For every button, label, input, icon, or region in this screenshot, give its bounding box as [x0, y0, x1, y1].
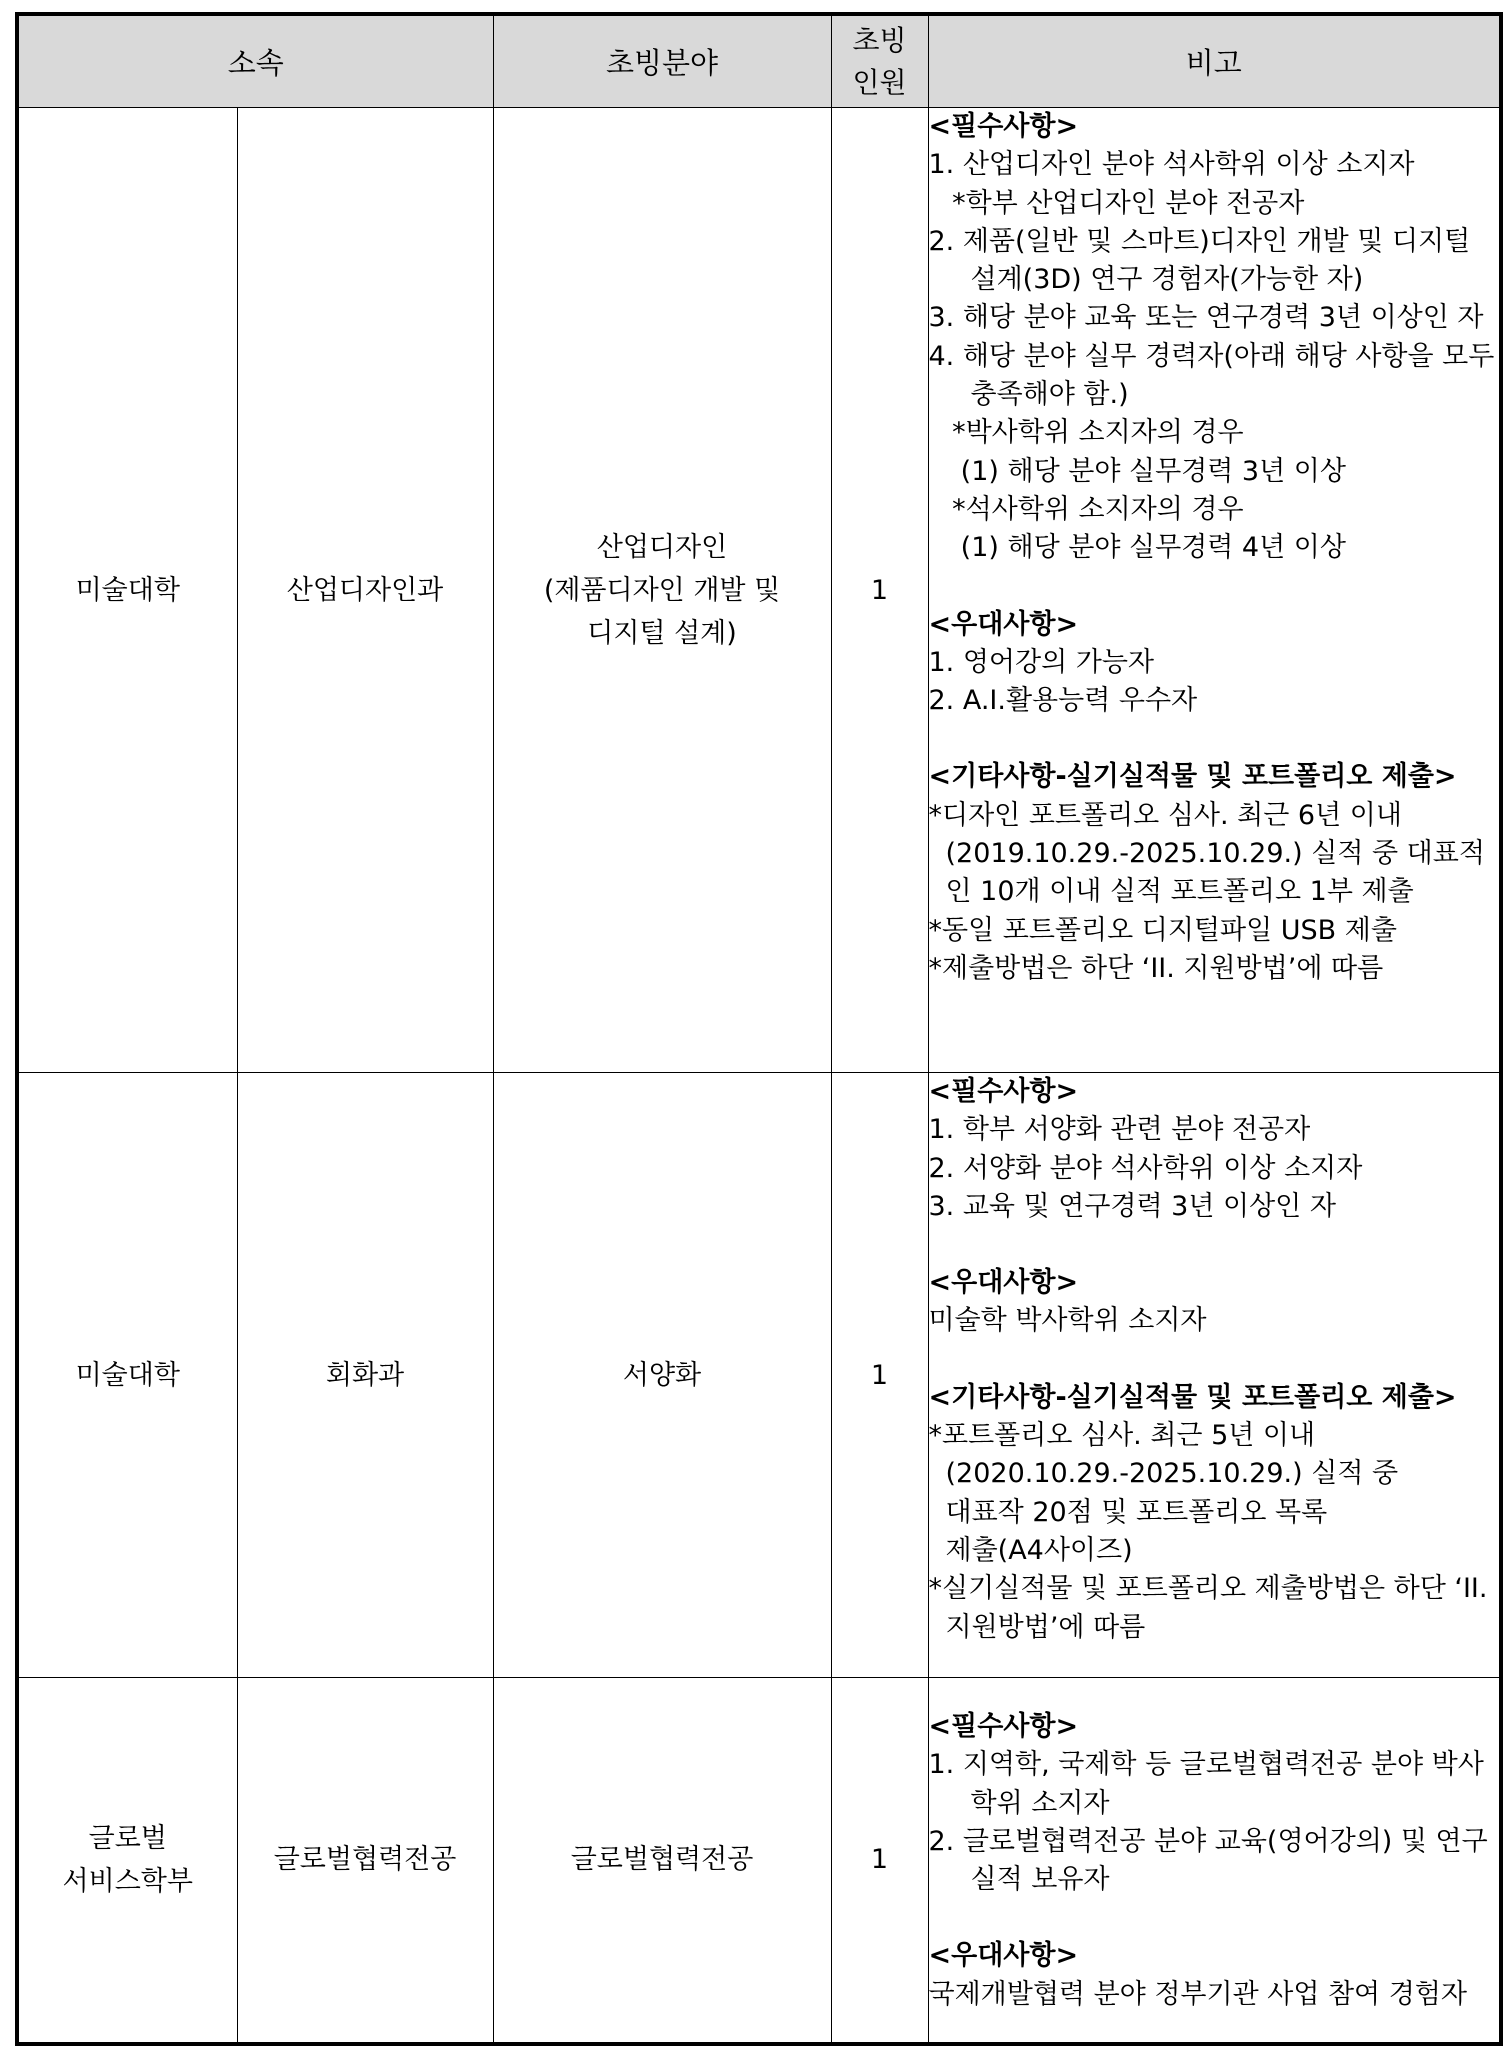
field-text: 산업디자인 (제품디자인 개발 및 디지털 설계) [543, 531, 781, 649]
header-count-line1: 초빙 [852, 23, 907, 57]
required-section [929, 1708, 1500, 1899]
department-text: 회화과 [325, 1359, 405, 1391]
header-field: 초빙분야 [493, 14, 831, 108]
list-item: *제출방법은 하단 ‘II. 지원방법’에 따름 [928, 952, 1384, 984]
list-item: 1. 영어강의 가능자 [928, 646, 1154, 678]
list-item: 3. 교육 및 연구경력 3년 이상인 자 [928, 1190, 1336, 1222]
section-title: <필수사항> [928, 1711, 1079, 1742]
preferred-section [929, 1937, 1500, 2014]
other-section [929, 758, 1500, 988]
required-section [929, 1073, 1500, 1226]
list-item: (1) 해당 분야 실무경력 4년 이상 [943, 532, 1346, 564]
college-text: 미술대학 [75, 1359, 180, 1391]
section-title: <필수사항> [928, 111, 1079, 142]
list-item: 1. 산업디자인 분야 석사학위 이상 소지자 [928, 149, 1415, 181]
required-section [928, 108, 1503, 568]
department-text: 산업디자인과 [286, 574, 444, 606]
list-item: *실기실적물 및 포트폴리오 제출방법은 하단 ‘II. 지원방법’에 따름 [928, 1573, 1497, 1643]
header-remarks: 비고 [928, 14, 1501, 108]
list-item: *석사학위 소지자의 경우 [943, 493, 1244, 525]
college-text: 글로벌 서비스학부 [62, 1822, 193, 1897]
recruitment-table [15, 12, 1503, 2046]
section-title: <기타사항-실기실적물 및 포트폴리오 제출> [928, 1381, 1457, 1413]
section-title: <우대사항> [928, 1940, 1079, 1972]
list-item: (1) 해당 분야 실무경력 3년 이상 [943, 455, 1346, 487]
section-title: <필수사항> [928, 1076, 1079, 1107]
list-item: *학부 산업디자인 분야 전공자 [943, 187, 1305, 219]
department-cell [237, 108, 493, 1073]
college-cell [17, 1073, 237, 1678]
count-text: 1 [870, 1359, 889, 1391]
list-item: 2. 제품(일반 및 스마트)디자인 개발 및 디지털 설계(3D) 연구 경험자(가능한 자) [928, 225, 1479, 296]
preferred-section [929, 606, 1500, 721]
list-item: 1. 학부 서양화 관련 분야 전공자 [928, 1114, 1311, 1146]
count-cell [831, 108, 928, 1073]
preferred-section [929, 1264, 1500, 1341]
list-item: *디자인 포트폴리오 심사. 최근 6년 이내 (2019.10.29.-2025.10.29.) 실적 중 대표적인 10개 이내 실적 포트폴리오 1부 제출 [928, 799, 1485, 908]
count-cell [831, 1073, 928, 1678]
field-cell [493, 1678, 831, 2044]
field-text: 글로벌협력전공 [570, 1844, 754, 1876]
list-item: 3. 해당 분야 교육 또는 연구경력 3년 이상인 자 [928, 302, 1484, 334]
list-item: *박사학위 소지자의 경우 [943, 417, 1244, 449]
college-cell [17, 1678, 237, 2044]
section-title: <우대사항> [928, 1267, 1079, 1299]
remarks-cell [928, 108, 1501, 1073]
header-row [17, 14, 1501, 108]
count-cell [831, 1678, 928, 2044]
section-title: <기타사항-실기실적물 및 포트폴리오 제출> [928, 761, 1457, 793]
list-item: *동일 포트폴리오 디지털파일 USB 제출 [928, 914, 1397, 946]
section-title: <우대사항> [928, 608, 1079, 640]
table-row [17, 1073, 1501, 1678]
remarks-cell [928, 1073, 1501, 1678]
college-text: 미술대학 [75, 574, 180, 606]
list-item: *포트폴리오 심사. 최근 5년 이내 (2020.10.29.-2025.10.29.) 실적 중 대표작 20점 및 포트폴리오 목록 제출(A4사이즈) [928, 1420, 1399, 1566]
department-text: 글로벌협력전공 [273, 1844, 457, 1876]
list-item: 2. 서양화 분야 석사학위 이상 소지자 [928, 1152, 1363, 1184]
field-cell [493, 1073, 831, 1678]
field-cell [493, 108, 831, 1073]
header-count [831, 14, 928, 108]
count-text: 1 [870, 1844, 889, 1876]
list-item: 미술학 박사학위 소지자 [928, 1305, 1207, 1337]
list-item: 2. 글로벌협력전공 분야 교육(영어강의) 및 연구실적 보유자 [928, 1825, 1488, 1896]
table-row [17, 108, 1501, 1073]
header-affiliation: 소속 [17, 14, 493, 108]
department-cell [237, 1073, 493, 1678]
college-cell [17, 108, 237, 1073]
list-item: 2. A.I.활용능력 우수자 [928, 685, 1198, 717]
list-item: 국제개발협력 분야 정부기관 사업 참여 경험자 [928, 1978, 1467, 2010]
department-cell [237, 1678, 493, 2044]
remarks-cell [928, 1678, 1501, 2044]
list-item: 1. 지역학, 국제학 등 글로벌협력전공 분야 박사학위 소지자 [928, 1749, 1484, 1819]
table-row [17, 1678, 1501, 2044]
count-text: 1 [870, 574, 889, 606]
other-section [929, 1379, 1500, 1647]
field-text: 서양화 [622, 1359, 702, 1391]
list-item: 4. 해당 분야 실무 경력자(아래 해당 사항을 모두 충족해야 함.) [928, 340, 1503, 411]
header-count-line2: 인원 [852, 65, 907, 99]
